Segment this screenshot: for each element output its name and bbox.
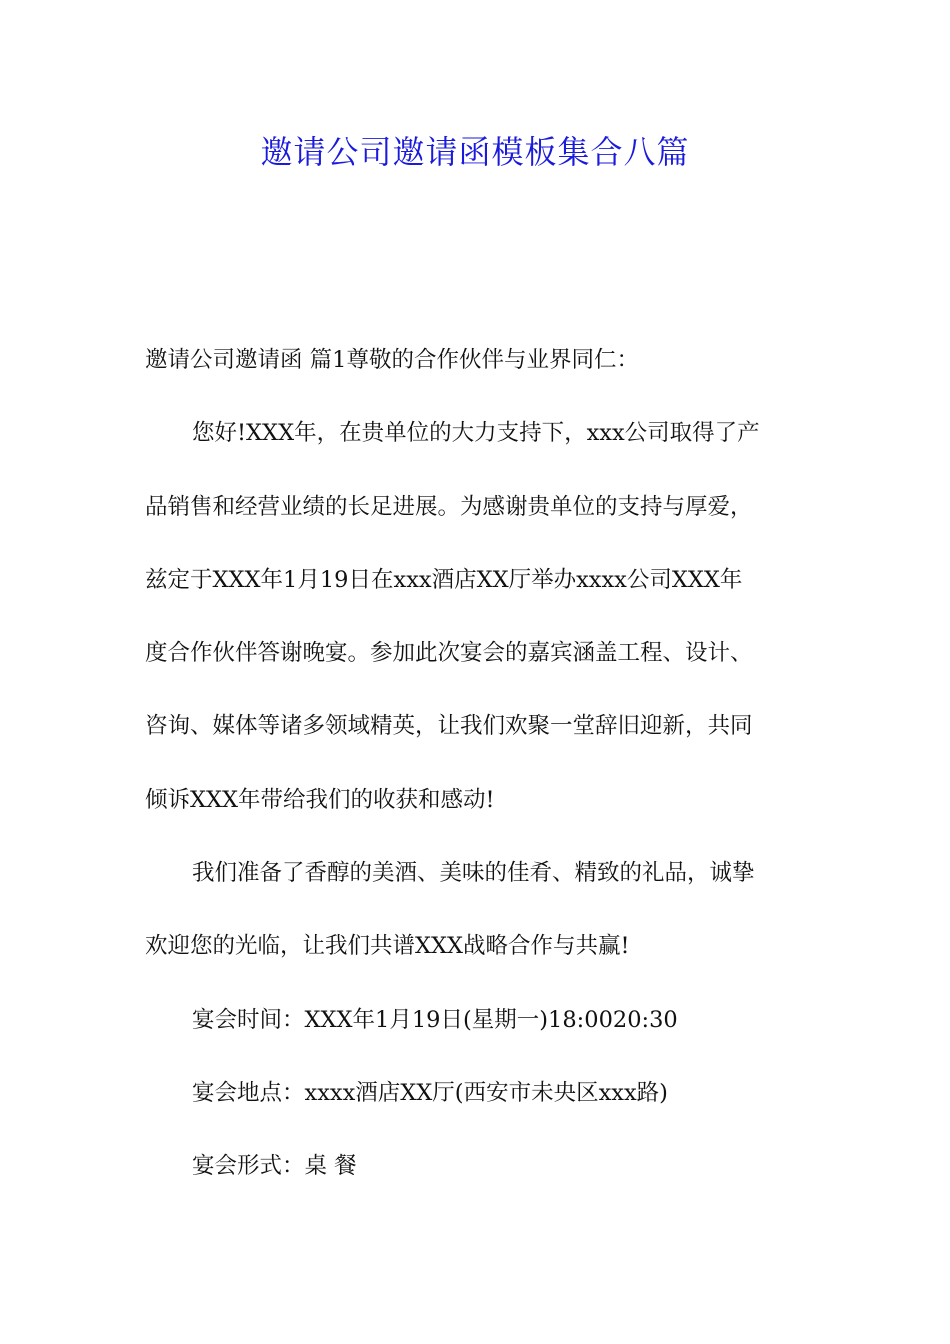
document-body [145, 336, 810, 1216]
banquet-time-line: 宴会时间：XXX年1月19日(星期一)18:0020:30 [192, 1006, 678, 1033]
document-title: 邀请公司邀请函模板集合八篇 [260, 133, 690, 171]
paragraph-line: 咨询、媒体等诸多领域精英，让我们欢聚一堂辞旧迎新，共同 [145, 713, 753, 740]
banquet-venue-line: 宴会地点：xxxx酒店XX厅(西安市未央区xxx路) [192, 1079, 668, 1106]
paragraph-line-salutation: 邀请公司邀请函 篇1尊敬的合作伙伴与业界同仁： [145, 347, 639, 373]
paragraph-line: 兹定于XXX年1月19日在xxx酒店XX厅举办xxxx公司XXX年 [145, 566, 743, 593]
paragraph-line: 欢迎您的光临，让我们共谱XXX战略合作与共赢! [145, 933, 630, 960]
paragraph-line: 品销售和经营业绩的长足进展。为感谢贵单位的支持与厚爱， [145, 493, 753, 520]
paragraph-line: 度合作伙伴答谢晚宴。参加此次宴会的嘉宾涵盖工程、设计、 [145, 640, 753, 667]
banquet-format-line: 宴会形式：桌 餐 [192, 1153, 357, 1180]
paragraph-line: 您好!XXX年，在贵单位的大力支持下，xxx公司取得了产 [192, 420, 760, 447]
paragraph-line: 倾诉XXX年带给我们的收获和感动! [145, 786, 495, 813]
paragraph-line: 我们准备了香醇的美酒、美味的佳肴、精致的礼品，诚挚 [192, 860, 755, 887]
